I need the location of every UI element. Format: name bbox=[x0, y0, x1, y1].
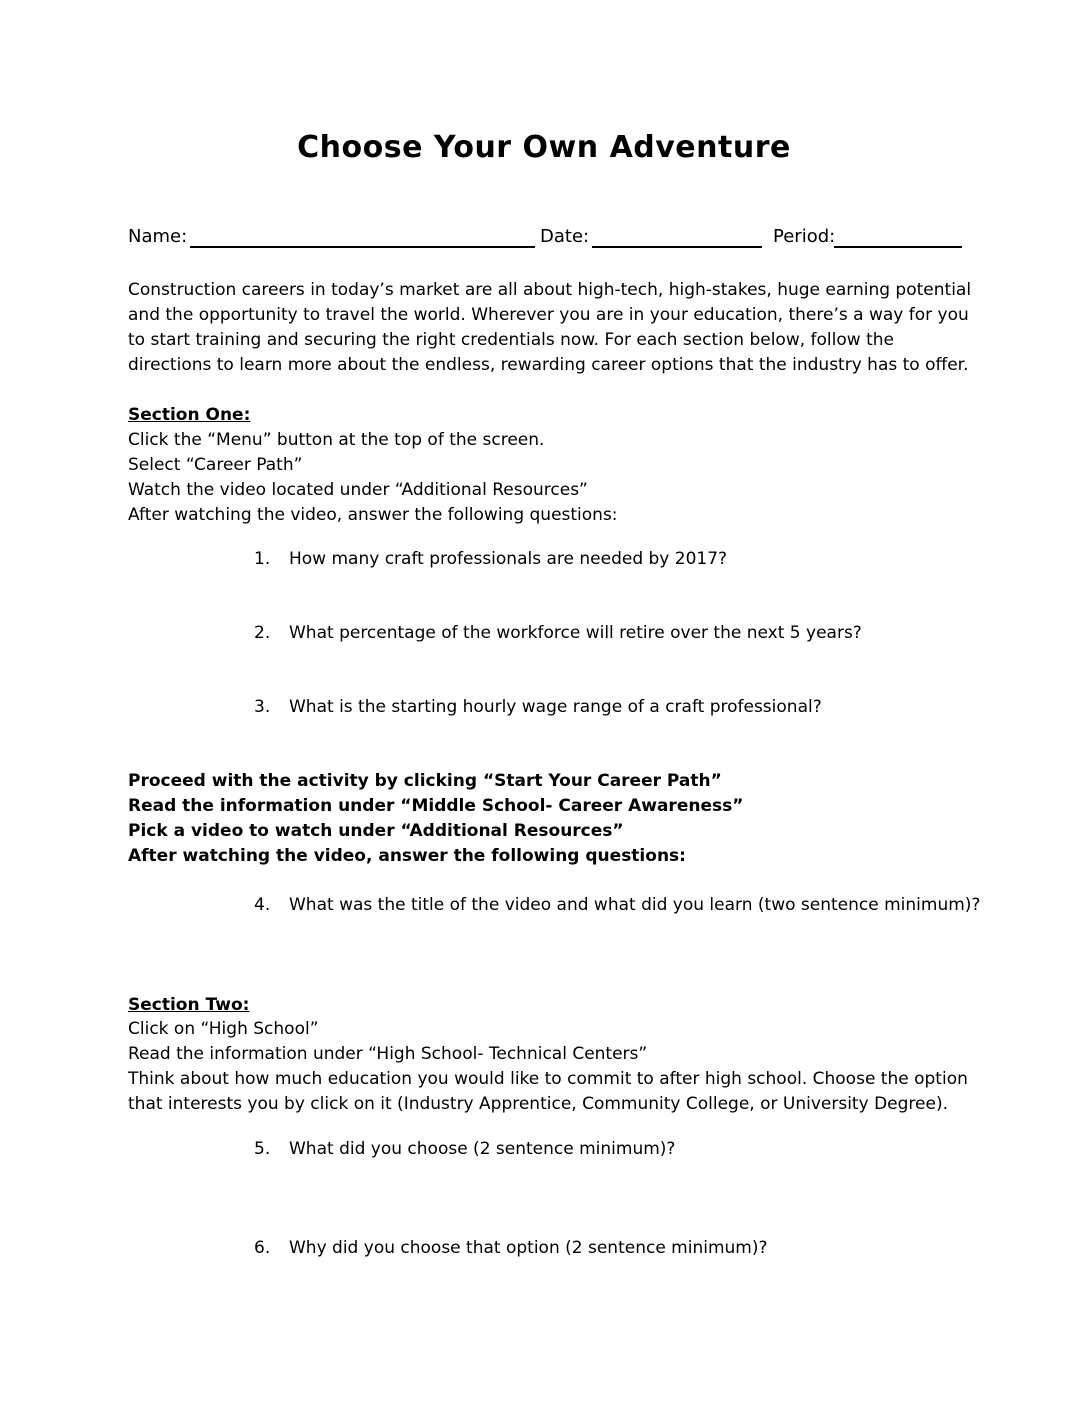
instruction-step: After watching the video, answer the following questions: bbox=[128, 505, 618, 525]
question-text: What percentage of the workforce will retire over the next 5 years? bbox=[289, 623, 862, 643]
section-one-heading: Section One: bbox=[128, 405, 251, 425]
question-number: 2. bbox=[254, 623, 271, 643]
instruction-step: Select “Career Path” bbox=[128, 455, 303, 475]
bold-instruction-step: Pick a video to watch under “Additional Resources” bbox=[128, 821, 624, 841]
intro-line: directions to learn more about the endless, rewarding career options that the industry has to offer. bbox=[128, 355, 969, 375]
instruction-step: Watch the video located under “Additional Resources” bbox=[128, 480, 588, 500]
instruction-step: Click on “High School” bbox=[128, 1019, 319, 1039]
intro-line: Construction careers in today’s market are all about high-tech, high-stakes, huge earning potential bbox=[128, 280, 972, 300]
question-number: 6. bbox=[254, 1238, 271, 1258]
question-number: 4. bbox=[254, 895, 271, 915]
period-label: Period: bbox=[773, 226, 836, 247]
period-blank-line[interactable] bbox=[834, 246, 962, 248]
date-blank-line[interactable] bbox=[592, 246, 762, 248]
bold-instruction-step: Proceed with the activity by clicking “Start Your Career Path” bbox=[128, 771, 722, 791]
question-number: 3. bbox=[254, 697, 271, 717]
instruction-step: Click the “Menu” button at the top of the screen. bbox=[128, 430, 545, 450]
name-blank-line[interactable] bbox=[190, 246, 535, 248]
instruction-step: Read the information under “High School- Technical Centers” bbox=[128, 1044, 648, 1064]
question-number: 5. bbox=[254, 1139, 271, 1159]
question-text: What is the starting hourly wage range of a craft professional? bbox=[289, 697, 822, 717]
bold-instruction-step: Read the information under “Middle School- Career Awareness” bbox=[128, 796, 744, 816]
page-title: Choose Your Own Adventure bbox=[297, 130, 791, 165]
name-label: Name: bbox=[128, 226, 188, 247]
bold-instruction-step: After watching the video, answer the following questions: bbox=[128, 846, 686, 866]
intro-line: and the opportunity to travel the world. Wherever you are in your education, there’s a way for you bbox=[128, 305, 969, 325]
question-text: What did you choose (2 sentence minimum)? bbox=[289, 1139, 676, 1159]
date-label: Date: bbox=[540, 226, 590, 247]
question-text: How many craft professionals are needed by 2017? bbox=[289, 549, 728, 569]
student-info-row bbox=[128, 226, 962, 252]
question-text: Why did you choose that option (2 sentence minimum)? bbox=[289, 1238, 768, 1258]
question-text: What was the title of the video and what did you learn (two sentence minimum)? bbox=[289, 895, 981, 915]
instruction-step: Think about how much education you would like to commit to after high school. Choose the option bbox=[128, 1069, 968, 1089]
question-number: 1. bbox=[254, 549, 271, 569]
intro-line: to start training and securing the right credentials now. For each section below, follow the bbox=[128, 330, 894, 350]
section-two-heading: Section Two: bbox=[128, 995, 250, 1015]
instruction-step: that interests you by click on it (Industry Apprentice, Community College, or University Degree). bbox=[128, 1094, 948, 1114]
